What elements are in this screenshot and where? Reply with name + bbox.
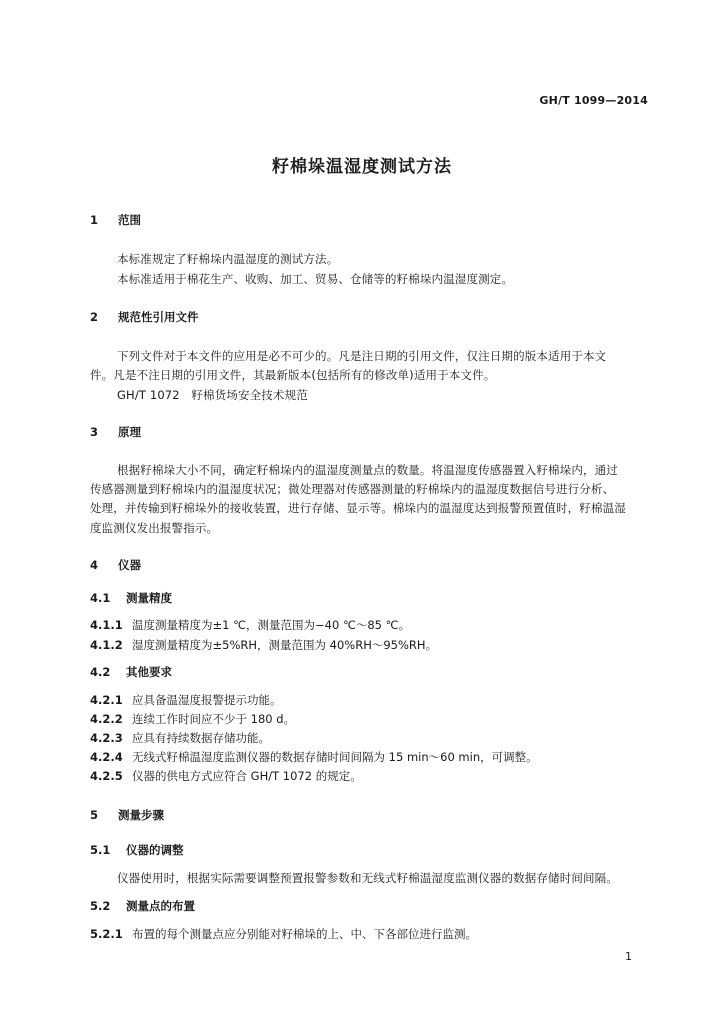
page-number: 1	[625, 950, 632, 963]
section-title: 原理	[118, 425, 141, 439]
paragraph-line: 件。凡是不注日期的引用文件，其最新版本(包括所有的修改单)适用于本文件。	[90, 368, 496, 382]
subsection-number: 5.1	[90, 843, 111, 857]
clause-text: 应具有持续数据存储功能。	[132, 731, 270, 745]
subsection-title: 仪器的调整	[126, 843, 184, 857]
paragraph-line: 度监测仪发出报警指示。	[90, 521, 219, 535]
subsection-5-1-heading	[90, 842, 184, 858]
clause-number: 4.2.3	[90, 731, 123, 745]
clause-text: 连续工作时间应不少于 180 d。	[132, 712, 296, 726]
section-title: 测量步骤	[118, 808, 164, 822]
clause-4-1-1	[90, 617, 410, 633]
section-number: 2	[90, 310, 99, 324]
section-number: 5	[90, 808, 99, 822]
clause-number: 4.2.2	[90, 712, 123, 726]
clause-4-2-4	[90, 749, 538, 765]
paragraph-line: 传感器测量到籽棉垛内的温湿度状况；微处理器对传感器测量的籽棉垛内的温湿度数据信号进行分析、	[90, 482, 615, 496]
section-number: 3	[90, 425, 99, 439]
clause-4-2-5	[90, 768, 362, 784]
clause-text: 应具备温湿度报警提示功能。	[132, 693, 282, 707]
paragraph: 仪器使用时，根据实际需要调整预置报警参数和无线式籽棉温湿度监测仪器的数据存储时间间隔。	[117, 871, 618, 885]
normative-reference: GH/T 1072 籽棉货场安全技术规范	[117, 388, 308, 402]
section-4-heading	[90, 557, 141, 573]
subsection-title: 测量精度	[126, 591, 172, 605]
clause-4-2-3	[90, 730, 270, 746]
standard-number: GH/T 1099—2014	[539, 94, 648, 107]
paragraph: 本标准适用于棉花生产、收购、加工、贸易、仓储等的籽棉垛内温湿度测定。	[117, 272, 514, 286]
subsection-5-2-heading	[90, 898, 195, 914]
paragraph-line: 下列文件对于本文件的应用是必不可少的。凡是注日期的引用文件，仅注日期的版本适用于本文	[117, 349, 607, 363]
clause-number: 4.1.2	[90, 638, 123, 652]
clause-5-2-1	[90, 926, 477, 942]
paragraph: 本标准规定了籽棉垛内温湿度的测试方法。	[117, 252, 339, 266]
section-5-heading	[90, 807, 164, 823]
clause-4-2-2	[90, 711, 295, 727]
clause-number: 4.2.4	[90, 750, 123, 764]
document-title: 籽棉垛温湿度测试方法	[272, 157, 452, 177]
paragraph-line: 处理，并传输到籽棉垛外的接收装置，进行存储、显示等。棉垛内的温湿度达到报警预置值时，籽棉温湿	[90, 501, 626, 515]
clause-text: 仪器的供电方式应符合 GH/T 1072 的规定。	[132, 769, 362, 783]
section-2-heading	[90, 309, 199, 325]
subsection-title: 测量点的布置	[126, 899, 195, 913]
subsection-title: 其他要求	[126, 665, 172, 679]
section-number: 4	[90, 558, 99, 572]
subsection-number: 4.1	[90, 591, 111, 605]
section-title: 规范性引用文件	[118, 310, 199, 324]
clause-text: 无线式籽棉温湿度监测仪器的数据存储时间间隔为 15 min～60 min，可调整。	[132, 750, 538, 764]
clause-text: 布置的每个测量点应分别能对籽棉垛的上、中、下各部位进行监测。	[132, 927, 477, 941]
subsection-4-1-heading	[90, 590, 172, 606]
section-number: 1	[90, 213, 99, 227]
clause-text: 湿度测量精度为±5%RH，测量范围为 40%RH～95%RH。	[132, 638, 438, 652]
subsection-number: 4.2	[90, 665, 111, 679]
section-3-heading	[90, 424, 141, 440]
clause-4-1-2	[90, 637, 437, 653]
clause-number: 4.2.1	[90, 693, 123, 707]
paragraph-line: 根据籽棉垛大小不同，确定籽棉垛内的温湿度测量点的数量。将温湿度传感器置入籽棉垛内，通过	[117, 463, 618, 477]
clause-text: 温度测量精度为±1 ℃，测量范围为−40 ℃～85 ℃。	[132, 618, 411, 632]
clause-number: 4.2.5	[90, 769, 123, 783]
section-1-heading	[90, 212, 141, 228]
subsection-number: 5.2	[90, 899, 111, 913]
clause-number: 5.2.1	[90, 927, 123, 941]
section-title: 范围	[118, 213, 141, 227]
section-title: 仪器	[118, 558, 141, 572]
subsection-4-2-heading	[90, 664, 172, 680]
clause-4-2-1	[90, 692, 282, 708]
clause-number: 4.1.1	[90, 618, 123, 632]
